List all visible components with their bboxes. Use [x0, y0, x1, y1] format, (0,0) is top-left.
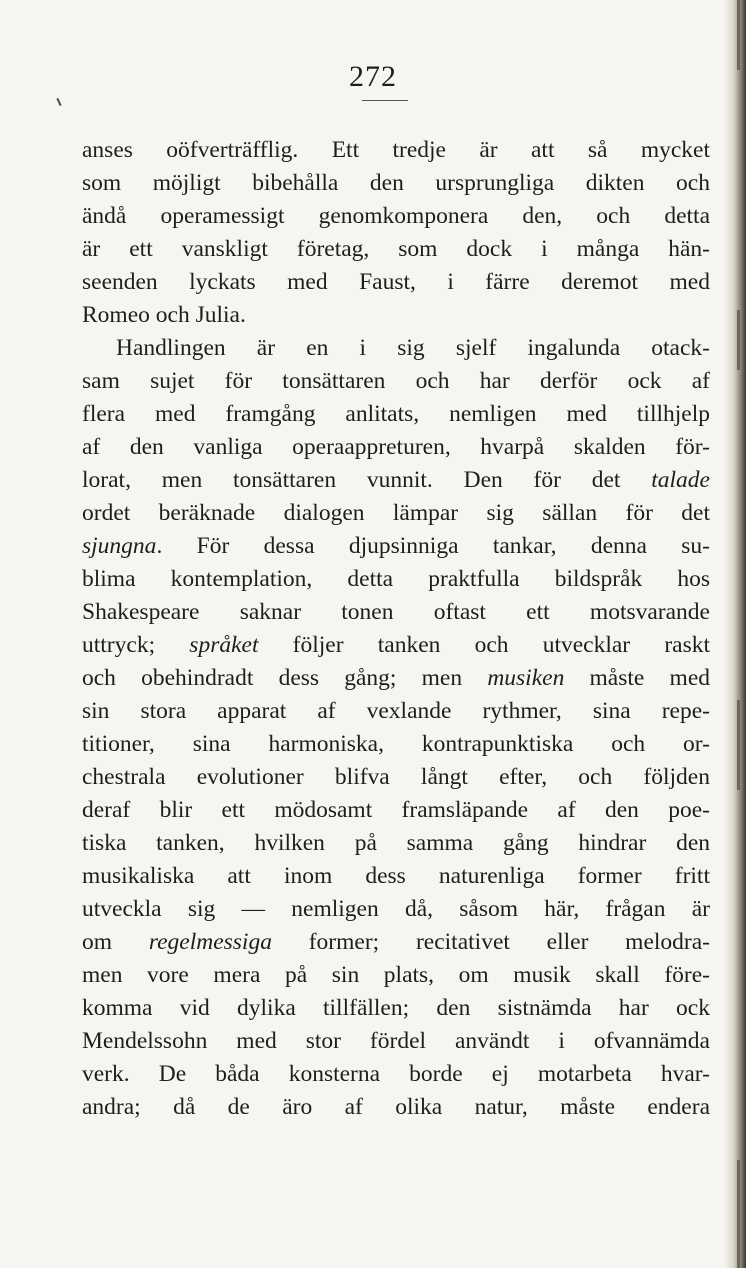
text-segment: anses oöfverträfflig. Ett tredje är att så mycket [82, 137, 710, 163]
text-segment: lorat, men tonsättaren vunnit. Den för det [82, 467, 652, 493]
text-line [82, 266, 710, 299]
text-segment: uttryck; [82, 632, 190, 658]
text-line [82, 200, 710, 233]
text-segment: musikaliska att inom dess naturenliga former fritt [82, 863, 710, 889]
text-line [82, 134, 710, 167]
text-line [82, 629, 710, 662]
text-line [82, 530, 710, 563]
text-line [82, 431, 710, 464]
text-line [82, 827, 710, 860]
text-segment: utveckla sig — nemligen då, såsom här, frågan är [82, 896, 710, 922]
emphasis-text: regelmessiga [148, 929, 272, 955]
text-line [82, 1025, 710, 1058]
text-line [82, 167, 710, 200]
text-segment: seenden lyckats med Faust, i färre deremot med [82, 269, 710, 295]
text-line [82, 959, 710, 992]
text-line [82, 761, 710, 794]
text-line [82, 860, 710, 893]
text-segment: Romeo och Julia. [82, 302, 246, 328]
text-segment: komma vid dylika tillfällen; den sistnämda har ock [82, 995, 710, 1021]
text-segment: men vore mera på sin plats, om musik skall före- [82, 962, 710, 988]
text-segment: sam sujet för tonsättaren och har derför ock af [82, 368, 710, 394]
text-line [82, 233, 710, 266]
emphasis-text: musiken [487, 665, 565, 691]
page-edge-band [737, 1160, 740, 1268]
text-line [82, 695, 710, 728]
text-segment: och obehindradt dess gång; men [82, 665, 488, 691]
text-line [82, 926, 710, 959]
text-line [82, 596, 710, 629]
text-line [82, 728, 710, 761]
text-segment: sin stora apparat af vexlande rythmer, sina repe- [82, 698, 710, 724]
text-segment: tiska tanken, hvilken på samma gång hindrar den [82, 830, 710, 856]
text-segment: Mendelssohn med stor fördel användt i ofvannämda [82, 1028, 710, 1054]
text-segment: ändå operamessigt genomkomponera den, och detta [82, 203, 710, 229]
text-segment: verk. De båda konsterna borde ej motarbeta hvar- [82, 1061, 710, 1087]
emphasis-text: språket [189, 632, 259, 658]
text-segment: former; recitativet eller melodra- [271, 929, 711, 955]
page-edge-band [737, 0, 740, 70]
text-segment: ordet beräknade dialogen lämpar sig sällan för det [82, 500, 710, 526]
text-segment: andra; då de äro af olika natur, måste endera [82, 1094, 710, 1120]
text-segment: Shakespeare saknar tonen oftast ett motsvarande [82, 599, 710, 625]
emphasis-text: sjungna [82, 533, 157, 559]
body-text [82, 134, 710, 1124]
text-line [82, 563, 710, 596]
page-edge-band [737, 700, 740, 790]
text-line [82, 1091, 710, 1124]
text-line [82, 893, 710, 926]
text-segment: Handlingen är en i sig sjelf ingalunda otack- [116, 335, 710, 361]
text-segment: af den vanliga operaappreturen, hvarpå skalden för- [82, 434, 710, 460]
text-segment: flera med framgång anlitats, nemligen med tillhjelp [82, 401, 710, 427]
ink-mark [56, 98, 61, 106]
text-line [82, 497, 710, 530]
emphasis-text: talade [651, 467, 710, 493]
page-edge-band [737, 310, 740, 370]
page-number: 272 [349, 60, 397, 93]
text-line [82, 794, 710, 827]
text-line [82, 299, 710, 332]
text-segment: blima kontemplation, detta praktfulla bildspråk hos [82, 566, 710, 592]
text-line [82, 1058, 710, 1091]
text-segment: är ett vanskligt företag, som dock i många hän- [82, 236, 710, 262]
text-line [82, 992, 710, 1025]
text-segment: om [82, 929, 149, 955]
text-segment: som möjligt bibehålla den ursprungliga dikten och [82, 170, 710, 196]
text-line [82, 464, 710, 497]
text-line [82, 365, 710, 398]
text-line [82, 398, 710, 431]
text-segment: . För dessa djupsinniga tankar, denna su- [156, 533, 710, 559]
text-segment: måste med [564, 665, 710, 691]
text-segment: titioner, sina harmoniska, kontrapunktiska och or- [82, 731, 710, 757]
text-segment: deraf blir ett mödosamt framsläpande af den poe- [82, 797, 710, 823]
page-edge-shadow [724, 0, 746, 1268]
header-rule [362, 100, 408, 101]
text-segment: följer tanken och utvecklar raskt [258, 632, 711, 658]
text-line [82, 332, 710, 365]
text-segment: chestrala evolutioner blifva långt efter, och följden [82, 764, 710, 790]
text-line [82, 662, 710, 695]
